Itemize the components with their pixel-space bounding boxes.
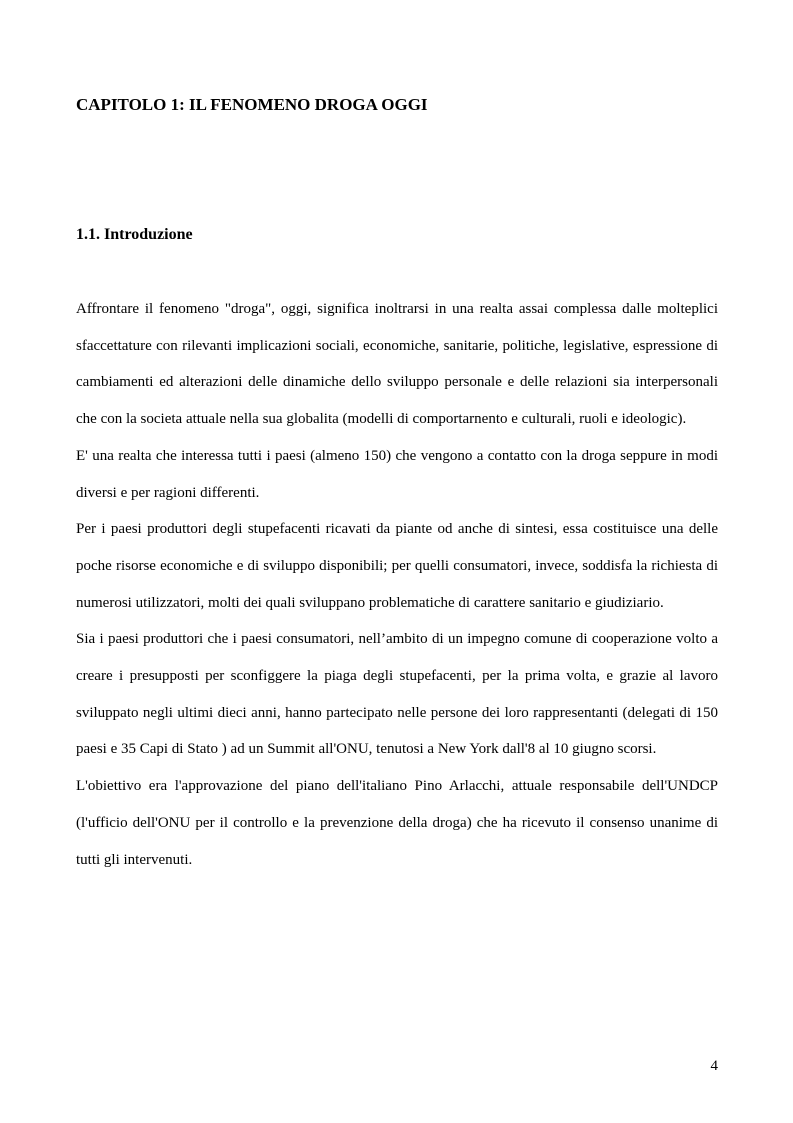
paragraph: Per i paesi produttori degli stupefacenti ricavati da piante od anche di sintesi, essa costituisce una delle poche risorse economiche e di sviluppo disponibili; per quelli consumatori, invece, soddisfa la richiesta di numerosi utilizzatori, molti dei quali sviluppano problematiche di carattere sanitario e giudiziario. xyxy=(76,521,718,611)
page-number: 4 xyxy=(710,1058,718,1074)
paragraph: Affrontare il fenomeno "droga", oggi, significa inoltrarsi in una realta assai complessa dalle molteplici sfaccettature con rilevanti implicazioni sociali, economiche, sanitarie, politiche, legislative, espressione di cambiamenti ed alterazioni delle dinamiche dello sviluppo personale e delle relazioni sia interpersonali che con la societa attuale nella sua globalita (modelli di comportarnento e culturali, ruoli e ideologic). xyxy=(76,301,718,428)
chapter-title: CAPITOLO 1: IL FENOMENO DROGA OGGI xyxy=(76,95,428,114)
paragraph: L'obiettivo era l'approvazione del piano dell'italiano Pino Arlacchi, attuale responsabile dell'UNDCP (l'ufficio dell'ONU per il controllo e la prevenzione della droga) che ha ricevuto il consenso unanime di tutti gli intervenuti. xyxy=(76,778,718,868)
body-text xyxy=(76,291,718,878)
section-title: 1.1. Introduzione xyxy=(76,226,193,243)
paragraph: E' una realta che interessa tutti i paesi (almeno 150) che vengono a contatto con la droga seppure in modi diversi e per ragioni differenti. xyxy=(76,447,718,501)
paragraph: Sia i paesi produttori che i paesi consumatori, nell’ambito di un impegno comune di cooperazione volto a creare i presupposti per sconfiggere la piaga degli stupefacenti, per la prima volta, e grazie al lavoro sviluppato negli ultimi dieci anni, hanno partecipato nelle persone dei loro rappresentanti (delegati di 150 paesi e 35 Capi di Stato ) ad un Summit all'ONU, tenutosi a New York dall'8 al 10 giugno scorsi. xyxy=(76,631,718,758)
